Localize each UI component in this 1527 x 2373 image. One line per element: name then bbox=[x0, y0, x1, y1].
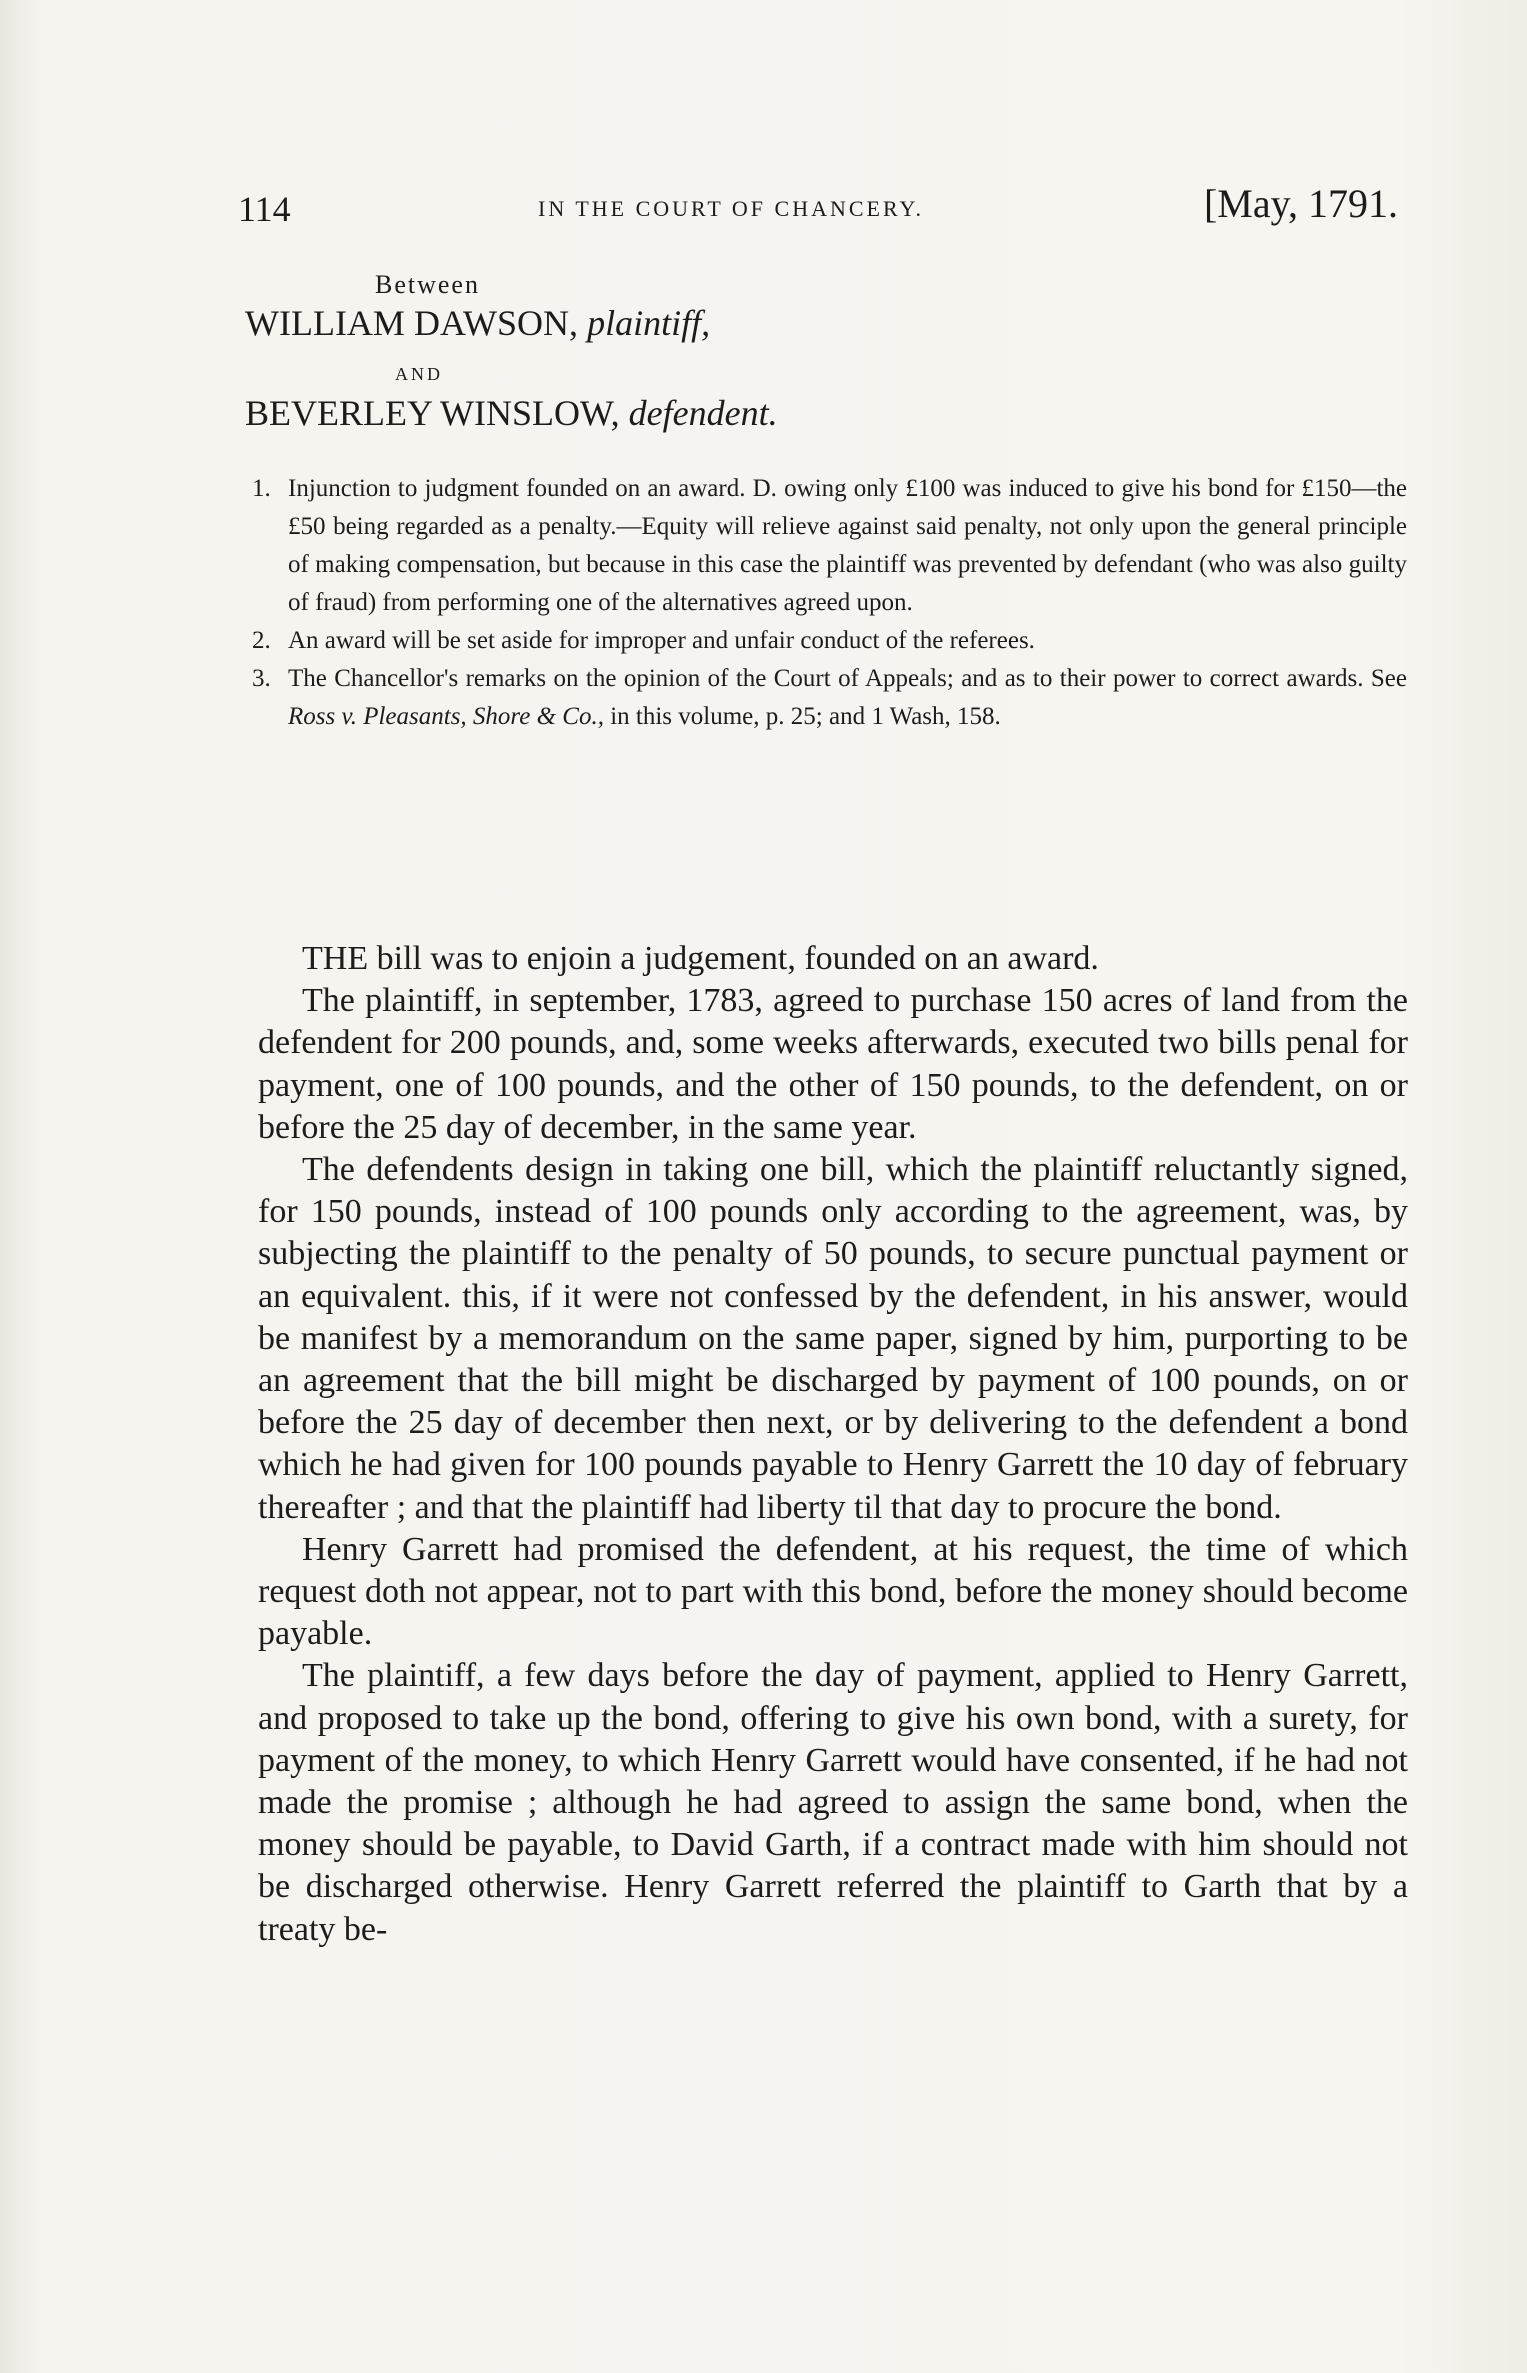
headnote-text bbox=[288, 665, 1407, 730]
plaintiff-role: plaintiff, bbox=[587, 303, 711, 343]
body-paragraph: The plaintiff, a few days before the day of payment, applied to Henry Garrett, and proposed to take up the bond, offering to give his own bond, with a surety, for payment of the money, to which Henry Garrett would have consented, if he had not made the promise ; although he had agreed to assign the same bond, when the money should be payable, to David Garth, if a contract made with him should not be discharged otherwise. Henry Garrett referred the plaintiff to Garth that by a treaty be- bbox=[258, 1657, 1408, 1948]
running-title: IN THE COURT OF CHANCERY. bbox=[538, 196, 925, 221]
case-citation: Ross v. Pleasants, Shore & Co., bbox=[288, 703, 604, 730]
date-heading: [May, 1791. bbox=[1203, 181, 1398, 226]
body-paragraph: The defendents design in taking one bill, which the plaintiff reluctantly signed, for 150 pounds, instead of 100 pounds only according to the agreement, was, by subjecting the plaintiff to the penalty of 50 pounds, to secure punctual payment or an equivalent. this, if it were not confessed by the defendent, in his answer, would be manifest by a memorandum on the same paper, signed by him, purporting to be an agreement that the bill might be discharged by payment of 100 pounds, on or before the 25 day of december then next, or by delivering to the defendent a bond which he had given for 100 pounds payable to Henry Garrett the 10 day of february thereafter ; and that the plaintiff had liberty til that day to procure the bond. bbox=[258, 1151, 1408, 1526]
headnote-text-before: The Chancellor's remarks on the opinion of the Court of Appeals; and as to their power to correct awards. See bbox=[288, 665, 1407, 692]
headnote-number: 1. bbox=[252, 475, 271, 502]
plaintiff-name: WILLIAM DAWSON, bbox=[245, 303, 579, 343]
headnotes bbox=[252, 470, 1407, 736]
headnote-number: 2. bbox=[252, 627, 271, 654]
page-number: 114 bbox=[238, 189, 291, 229]
caption-defendant bbox=[245, 392, 778, 434]
body-paragraph: Henry Garrett had promised the defendent, at his request, the time of which request doth not appear, not to part with this bond, before the money should become payable. bbox=[258, 1530, 1408, 1653]
running-head bbox=[238, 180, 1398, 240]
headnote-number: 3. bbox=[252, 665, 271, 692]
headnote-text-after: in this volume, p. 25; and 1 Wash, 158. bbox=[603, 703, 1001, 730]
caption-between: Between bbox=[375, 270, 480, 299]
body-paragraph: THE bill was to enjoin a judgement, founded on an award. bbox=[302, 940, 1099, 977]
body-paragraph: The plaintiff, in september, 1783, agreed to purchase 150 acres of land from the defendent for 200 pounds, and, some weeks afterwards, executed two bills penal for payment, one of 100 pounds, and the other of 150 pounds, to the defendent, on or before the 25 day of december, in the same year. bbox=[258, 982, 1408, 1146]
headnote-1 bbox=[252, 470, 1407, 622]
defendant-role: defendent. bbox=[628, 393, 778, 433]
caption-plaintiff bbox=[245, 302, 710, 344]
headnote-3 bbox=[252, 660, 1407, 736]
opinion-body bbox=[258, 938, 1408, 1951]
headnote-2 bbox=[252, 622, 1407, 660]
caption-and: AND bbox=[395, 364, 443, 384]
headnote-text: An award will be set aside for improper and unfair conduct of the referees. bbox=[288, 627, 1035, 654]
defendant-name: BEVERLEY WINSLOW, bbox=[245, 393, 620, 433]
headnote-text: Injunction to judgment founded on an award. D. owing only £100 was induced to give his bond for £150—the £50 being regarded as a penalty.—Equity will relieve against said penalty, not only upon the general principle of making compensation, but because in this case the plaintiff was prevented by defendant (who was also guilty of fraud) from performing one of the alternatives agreed upon. bbox=[288, 475, 1407, 616]
